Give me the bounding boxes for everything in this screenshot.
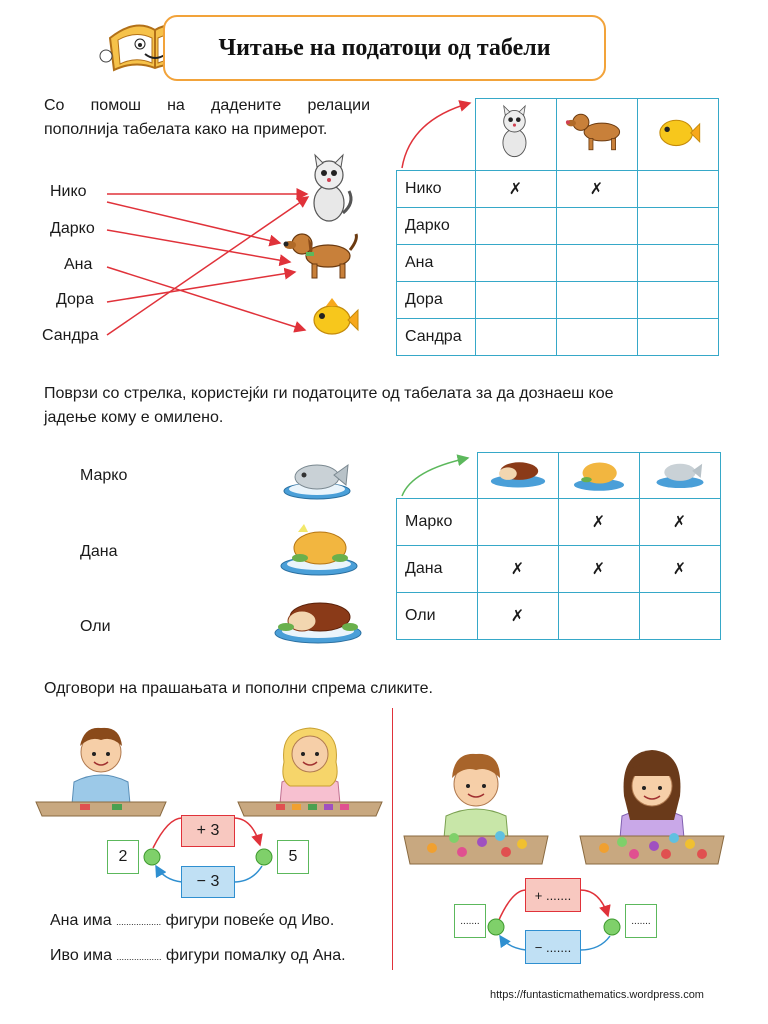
section1-instruction-line1: Со помош на дадените релации (44, 97, 370, 114)
row-label: Нико (397, 171, 476, 208)
left-add-box: + 3 (181, 815, 235, 847)
section1-instruction-line2: пополнија табелата како на примерот. (44, 121, 328, 138)
name-oli: Оли (80, 618, 111, 635)
right-subtract-box[interactable]: − ....... (525, 930, 581, 964)
row-label: Сандра (397, 319, 476, 356)
row-label: Оли (397, 593, 478, 640)
row-label: Дарко (397, 208, 476, 245)
name-darko: Дарко (50, 220, 95, 237)
table-cell[interactable]: ✗ (556, 171, 637, 208)
right-start-box[interactable]: ....... (454, 904, 486, 938)
section2-instruction-line1: Поврзи со стрелка, користејќи ги податоците од табелата за да дознаеш кое (44, 385, 614, 402)
right-add-box[interactable]: + ....... (525, 878, 581, 912)
name-dana: Дана (80, 543, 118, 560)
sentence-1-end: фигури повеќе од Иво. (165, 912, 335, 929)
name-dora: Дора (56, 291, 94, 308)
name-sandra: Сандра (42, 327, 99, 344)
sentence-2-blank[interactable]: .................. (116, 952, 162, 962)
table-cell[interactable]: ✗ (477, 593, 558, 640)
table-cell[interactable]: ✗ (639, 546, 720, 593)
section3-instruction: Одговори на прашањата и пополни спрема сликите. (44, 680, 433, 697)
sentence-1-start: Ана има (50, 912, 112, 929)
left-end-box: 5 (277, 840, 309, 874)
name-ana: Ана (64, 256, 93, 273)
name-niko: Нико (50, 183, 87, 200)
row-label: Дана (397, 546, 478, 593)
footer-url[interactable]: https://funtasticmathematics.wordpress.com (490, 989, 704, 1001)
table-cell[interactable]: ✗ (477, 546, 558, 593)
table-cell[interactable]: ✗ (558, 499, 639, 546)
page-title: Читање на податоци од табели (218, 34, 551, 61)
table-cell[interactable]: ✗ (639, 499, 720, 546)
right-end-box[interactable]: ....... (625, 904, 657, 938)
sentence-2-end: фигури помалку од Ана. (165, 947, 346, 964)
row-label: Дора (397, 282, 476, 319)
left-subtract-box: − 3 (181, 866, 235, 898)
name-marko: Марко (80, 467, 128, 484)
sentence-2-start: Иво има (50, 947, 112, 964)
sentence-1-blank[interactable]: .................. (116, 917, 162, 927)
left-start-box: 2 (107, 840, 139, 874)
row-label: Марко (397, 499, 478, 546)
table-cell[interactable]: ✗ (558, 546, 639, 593)
table-cell[interactable]: ✗ (475, 171, 556, 208)
row-label: Ана (397, 245, 476, 282)
section2-instruction-line2: јадење кому е омилено. (44, 409, 224, 426)
